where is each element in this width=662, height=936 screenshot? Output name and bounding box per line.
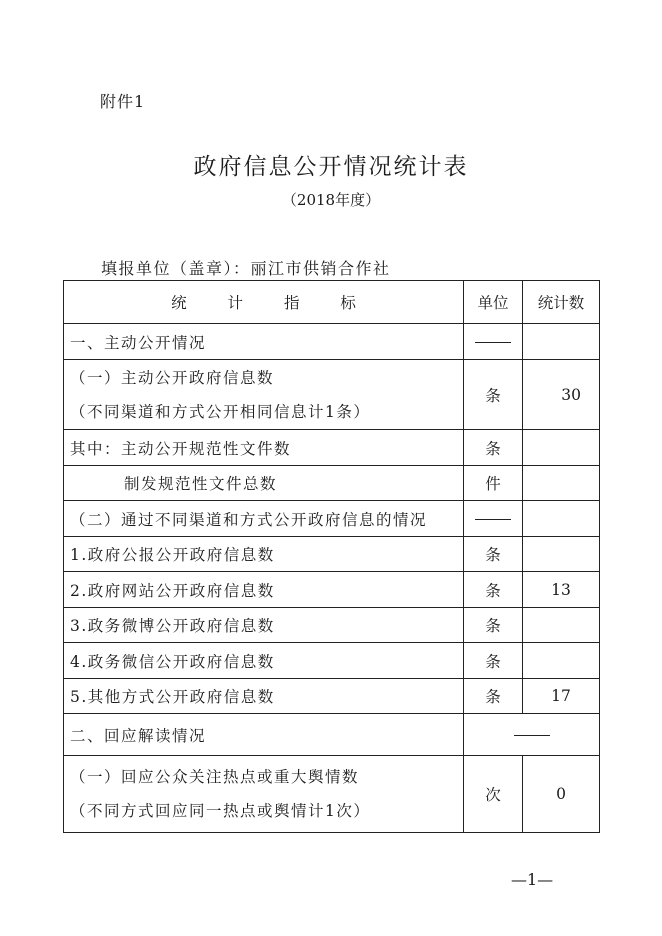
row-indicator — [64, 360, 464, 430]
attachment-label: 附件1 — [100, 92, 146, 111]
dash-mark — [475, 519, 511, 520]
table-header-row — [64, 281, 600, 324]
dash-mark — [475, 342, 511, 343]
row-indicator: 2.政府网站公开政府信息数 — [64, 572, 464, 608]
page-number: —1— — [511, 870, 554, 889]
row-count: 13 — [523, 572, 600, 608]
row-indicator: 1.政府公报公开政府信息数 — [64, 537, 464, 572]
report-year: （2018年度） — [281, 191, 381, 209]
table-row — [64, 360, 600, 430]
row-indicator: 其中：主动公开规范性文件数 — [64, 430, 464, 466]
statistics-table — [63, 280, 600, 833]
row-count — [523, 430, 600, 466]
row-unit: 条 — [464, 360, 523, 430]
header-unit: 单位 — [464, 281, 523, 324]
table-row — [64, 679, 600, 714]
dash-mark — [514, 735, 550, 736]
row-count — [523, 537, 600, 572]
row-count — [523, 643, 600, 679]
row-indicator: 二、回应解读情况 — [64, 714, 464, 756]
table-row — [64, 537, 600, 572]
row-unit: 条 — [464, 572, 523, 608]
row-unit: 条 — [464, 679, 523, 714]
header-indicator: 统 计 指 标 — [64, 281, 464, 324]
table-row — [64, 714, 600, 756]
row-indicator-line2: （不同方式回应同一热点或舆情计1次） — [70, 802, 371, 820]
table-row — [64, 756, 600, 833]
row-unit: 条 — [464, 537, 523, 572]
row-count: 30 — [523, 360, 600, 430]
row-indicator: （二）通过不同渠道和方式公开政府信息的情况 — [64, 501, 464, 537]
table-row — [64, 643, 600, 679]
row-count: 17 — [523, 679, 600, 714]
row-indicator-line1: （一）回应公众关注热点或重大舆情数 — [70, 768, 360, 786]
row-unit: 件 — [464, 466, 523, 501]
row-merged-value — [464, 714, 600, 756]
row-indicator: 5.其他方式公开政府信息数 — [64, 679, 464, 714]
table-row — [64, 324, 600, 360]
row-indicator-line1: （一）主动公开政府信息数 — [70, 368, 275, 387]
row-unit: 条 — [464, 608, 523, 643]
row-indicator: 4.政务微信公开政府信息数 — [64, 643, 464, 679]
table-row — [64, 430, 600, 466]
page-title: 政府信息公开情况统计表 — [193, 154, 469, 180]
row-indicator-line2: （不同渠道和方式公开相同信息计1条） — [70, 402, 371, 421]
table-row — [64, 572, 600, 608]
row-unit — [464, 324, 523, 360]
row-indicator: 3.政务微博公开政府信息数 — [64, 608, 464, 643]
filling-unit: 填报单位（盖章）：丽江市供销合作社 — [101, 259, 391, 278]
row-count — [523, 466, 600, 501]
table-row — [64, 501, 600, 537]
row-unit: 条 — [464, 643, 523, 679]
row-unit — [464, 501, 523, 537]
row-unit: 条 — [464, 430, 523, 466]
table-row — [64, 466, 600, 501]
row-count — [523, 324, 600, 360]
header-count: 统计数 — [523, 281, 600, 324]
row-unit: 次 — [464, 756, 523, 833]
table-row — [64, 608, 600, 643]
row-indicator: 一、主动公开情况 — [64, 324, 464, 360]
row-count: 0 — [523, 756, 600, 833]
row-indicator — [64, 756, 464, 833]
row-indicator: 制发规范性文件总数 — [64, 466, 464, 501]
row-count — [523, 501, 600, 537]
row-count — [523, 608, 600, 643]
